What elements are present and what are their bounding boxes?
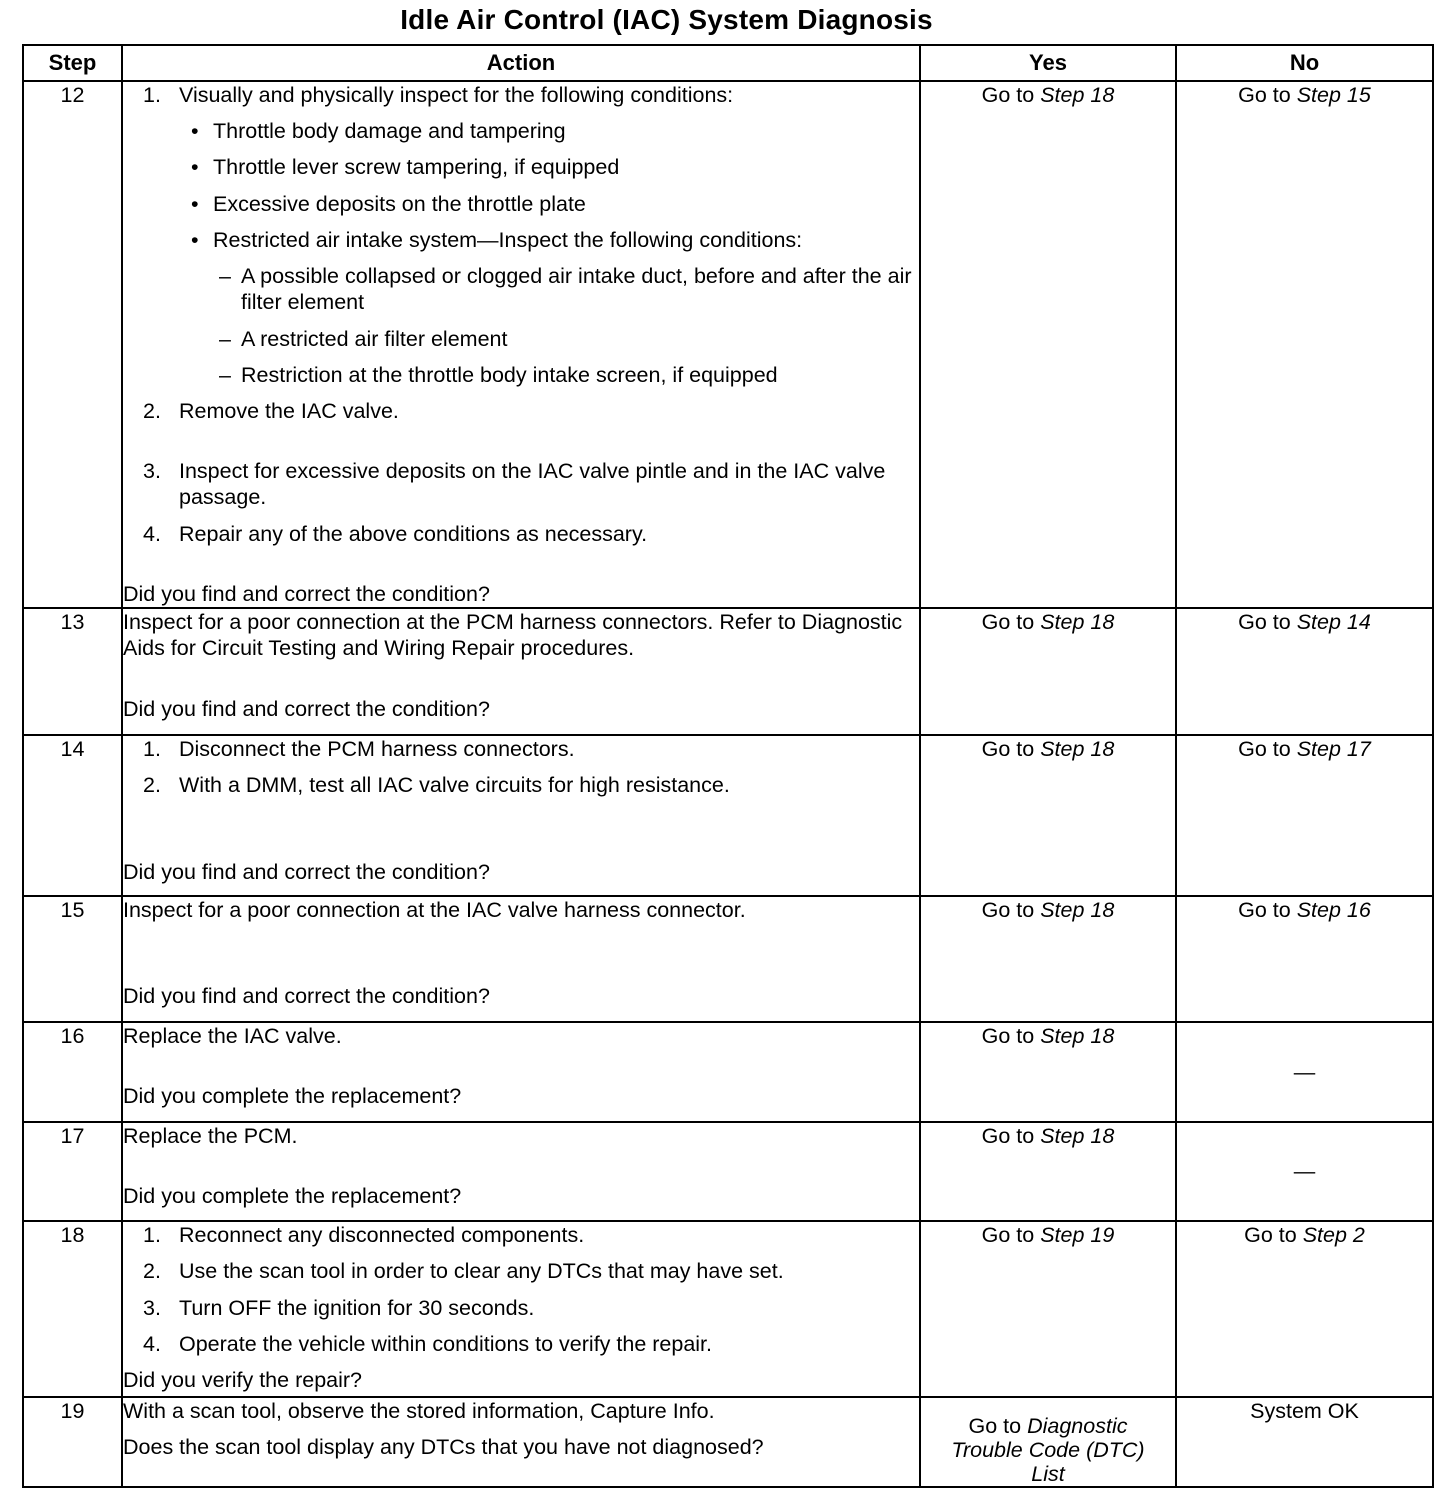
header-action: Action xyxy=(122,45,920,81)
question-text: Did you complete the replacement? xyxy=(123,1184,462,1209)
list-item: 2. With a DMM, test all IAC valve circuits for high resistance. xyxy=(143,773,730,798)
list-item: 1. Disconnect the PCM harness connectors. xyxy=(143,737,575,762)
list-item: – A restricted air filter element xyxy=(219,326,508,351)
yes-cell: Go to Step 18 xyxy=(920,735,1176,896)
action-cell xyxy=(122,1397,920,1487)
list-item: 4. Operate the vehicle within conditions to verify the repair. xyxy=(143,1331,713,1356)
question-text: Did you find and correct the condition? xyxy=(123,859,490,884)
no-cell: Go to Step 15 xyxy=(1176,81,1433,608)
action-text: Replace the PCM. xyxy=(123,1124,298,1149)
step-link: Step 16 xyxy=(1296,898,1371,923)
header-row xyxy=(23,45,1433,81)
yes-cell: Go to Step 19 xyxy=(920,1221,1176,1397)
step-link: Step 18 xyxy=(1040,610,1115,635)
no-cell: Go to Step 14 xyxy=(1176,608,1433,735)
list-item: 1. Visually and physically inspect for the following conditions: xyxy=(143,83,734,107)
header-yes: Yes xyxy=(920,45,1176,81)
question-text: Did you find and correct the condition? xyxy=(123,984,490,1009)
question-text: Did you complete the replacement? xyxy=(123,1084,462,1109)
table-row xyxy=(23,1122,1433,1221)
list-item: 4. Repair any of the above conditions as necessary. xyxy=(143,521,648,546)
action-text: Inspect for a poor connection at the IAC valve harness connector. xyxy=(123,898,746,923)
question-text: Did you find and correct the condition? xyxy=(123,581,490,606)
no-cell: Go to Step 17 xyxy=(1176,735,1433,896)
list-item: 1. Reconnect any disconnected components. xyxy=(143,1223,585,1248)
action-text: Inspect for a poor connection at the PCM harness connectors. Refer to Diagnostic Aids for Circuit Testing and Wiring Repair procedures. xyxy=(123,610,903,661)
action-cell xyxy=(122,896,920,1022)
no-cell: — xyxy=(1176,1022,1433,1122)
yes-cell: Go to Step 18 xyxy=(920,81,1176,608)
question-text: Did you find and correct the condition? xyxy=(123,696,490,721)
yes-cell: Go to Step 18 xyxy=(920,1022,1176,1122)
table-row xyxy=(23,1397,1433,1487)
list-item: 3. Turn OFF the ignition for 30 seconds. xyxy=(143,1295,535,1320)
list-item: • Throttle body damage and tampering xyxy=(191,119,566,144)
step-link: Step 19 xyxy=(1040,1223,1115,1248)
header-step: Step xyxy=(23,45,122,81)
no-cell: Go to Step 2 xyxy=(1176,1221,1433,1397)
action-cell xyxy=(122,1022,920,1122)
step-number: 14 xyxy=(23,735,122,896)
list-item: 2. Remove the IAC valve. xyxy=(143,398,399,423)
list-item: • Throttle lever screw tampering, if equipped xyxy=(191,155,620,180)
yes-cell: Go to Step 18 xyxy=(920,1122,1176,1221)
page-title: Idle Air Control (IAC) System Diagnosis xyxy=(400,4,933,35)
step-number: 17 xyxy=(23,1122,122,1221)
action-cell xyxy=(122,735,920,896)
no-cell: — xyxy=(1176,1122,1433,1221)
step-link: Step 18 xyxy=(1040,83,1115,107)
table-row xyxy=(23,735,1433,896)
step-link: Step 18 xyxy=(1040,737,1115,762)
table-row xyxy=(23,608,1433,735)
list-item: 2. Use the scan tool in order to clear any DTCs that may have set. xyxy=(143,1259,784,1284)
no-cell: Go to Step 16 xyxy=(1176,896,1433,1022)
action-cell xyxy=(122,1122,920,1221)
step-link: Step 15 xyxy=(1296,83,1371,107)
list-item: • Restricted air intake system—Inspect the following conditions: xyxy=(191,227,803,252)
step-number: 13 xyxy=(23,608,122,735)
step-number: 19 xyxy=(23,1397,122,1487)
yes-cell: Go to Diagnostic Trouble Code (DTC) List xyxy=(920,1397,1176,1487)
step-number: 16 xyxy=(23,1022,122,1122)
action-cell xyxy=(122,608,920,735)
action-text: With a scan tool, observe the stored information, Capture Info. xyxy=(123,1399,715,1424)
step-link: Step 2 xyxy=(1302,1223,1365,1248)
question-text: Did you verify the repair? xyxy=(123,1367,362,1392)
diagnosis-table xyxy=(22,44,1434,1488)
action-cell xyxy=(122,1221,920,1397)
list-item: • Excessive deposits on the throttle plate xyxy=(191,191,586,216)
step-number: 18 xyxy=(23,1221,122,1397)
list-item: – Restriction at the throttle body intake screen, if equipped xyxy=(219,362,778,387)
step-link: Step 14 xyxy=(1296,610,1371,635)
table-row xyxy=(23,1221,1433,1397)
question-text: Does the scan tool display any DTCs that you have not diagnosed? xyxy=(123,1435,764,1460)
step-link: Step 17 xyxy=(1296,737,1371,762)
step-link: Step 18 xyxy=(1040,898,1115,923)
table-row xyxy=(23,1022,1433,1122)
step-link: Step 18 xyxy=(1040,1024,1115,1049)
step-number: 12 xyxy=(23,81,122,608)
step-link: Step 18 xyxy=(1040,1124,1115,1149)
step-number: 15 xyxy=(23,896,122,1022)
yes-cell: Go to Step 18 xyxy=(920,608,1176,735)
table-row xyxy=(23,81,1433,608)
yes-cell: Go to Step 18 xyxy=(920,896,1176,1022)
list-item: – A possible collapsed or clogged air intake duct, before and after the air filter element xyxy=(219,264,912,315)
table-row xyxy=(23,896,1433,1022)
header-no: No xyxy=(1176,45,1433,81)
list-item: 3. Inspect for excessive deposits on the IAC valve pintle and in the IAC valve passage. xyxy=(143,459,886,510)
no-cell: System OK xyxy=(1176,1397,1433,1487)
action-cell xyxy=(122,81,920,608)
action-text: Replace the IAC valve. xyxy=(123,1024,342,1049)
